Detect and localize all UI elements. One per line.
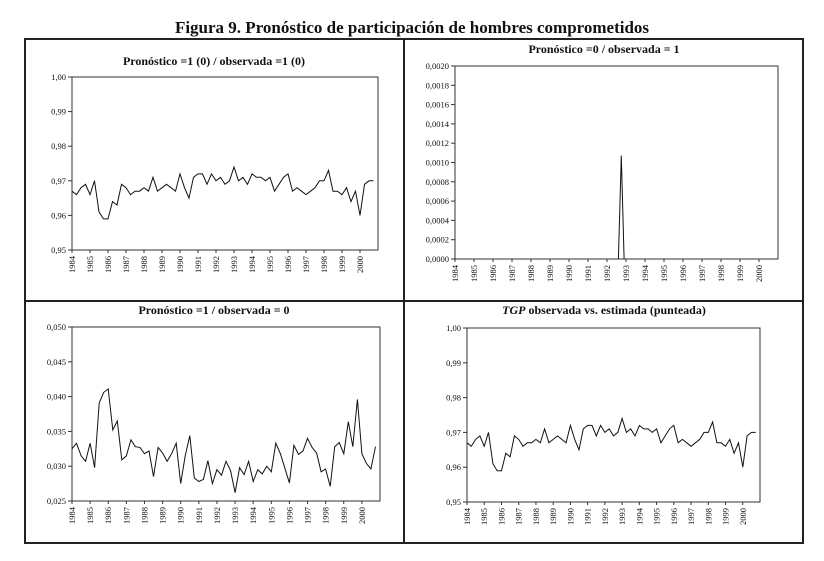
panel-2-ytick-label: 0,0002 — [425, 234, 449, 245]
panel-1-xtick-label: 1994 — [247, 256, 257, 273]
panel-3-xtick-label: 1990 — [175, 507, 186, 524]
panel-4-xtick-label: 1985 — [479, 508, 490, 525]
panel-3-xtick-label: 1991 — [193, 507, 204, 524]
panel-1-title: Pronóstico =1 (0) / observada =1 (0) — [122, 54, 306, 68]
panel-1-xtick-label: 1984 — [67, 256, 77, 273]
panel-4-xtick-label: 1998 — [703, 508, 714, 525]
panel-2-ytick-label: 0,0006 — [425, 196, 449, 207]
panel-4-xtick-label: 1997 — [686, 508, 697, 525]
panel-1-xtick-label: 1986 — [103, 256, 113, 273]
panel-3-ytick-label: 0,040 — [46, 391, 66, 402]
panel-3-ytick-label: 0,030 — [46, 461, 66, 472]
panel-1-xtick-label: 1985 — [85, 256, 95, 273]
panel-2-xtick-label: 1990 — [564, 265, 574, 282]
panel-3-ytick-label: 0,035 — [46, 426, 66, 437]
panel-3-title: Pronóstico =1 / observada = 0 — [138, 303, 290, 317]
panel-2-ytick-label: 0,0016 — [425, 99, 449, 110]
panel-3-xtick-label: 1987 — [121, 507, 132, 524]
panel-3-xtick-label: 1995 — [266, 507, 277, 524]
panel-3-ytick-label: 0,025 — [46, 496, 66, 506]
panel-3-xtick-label: 1986 — [103, 507, 114, 524]
panel-1-ytick-label: 0,99 — [51, 106, 66, 117]
panel-1-xtick-label: 1991 — [193, 256, 203, 273]
panel-2-ytick-label: 0,0010 — [425, 157, 449, 168]
panel-3-xtick-label: 1985 — [85, 507, 96, 524]
panel-4-xtick-label: 1995 — [651, 508, 662, 525]
panel-2-xtick-label: 2000 — [754, 265, 764, 282]
panel-1-xtick-label: 1999 — [337, 256, 347, 273]
panel-2-xtick-label: 1991 — [583, 265, 593, 282]
panel-2-ytick-label: 0,0018 — [425, 80, 449, 91]
panel-4-xtick-label: 1987 — [513, 508, 524, 525]
panel-3-xtick-label: 2000 — [356, 507, 367, 524]
panel-1-xtick-label: 2000 — [355, 256, 365, 273]
panel-3-ytick-label: 0,050 — [46, 322, 66, 332]
panel-1-xtick-label: 1988 — [139, 256, 149, 273]
panel-1-xtick-label: 1989 — [157, 256, 167, 273]
panel-2-xtick-label: 1985 — [469, 265, 479, 282]
panel-2-xtick-label: 1994 — [640, 265, 650, 282]
panel-2-ytick-label: 0,0000 — [425, 254, 449, 264]
panel-1-xtick-label: 1993 — [229, 256, 239, 273]
panel-1-xtick-label: 1997 — [301, 256, 311, 273]
panel-3-xtick-label: 1989 — [157, 507, 168, 524]
panel-1-ytick-label: 0,97 — [51, 175, 66, 186]
panel-2-xtick-label: 1999 — [735, 265, 745, 282]
panel-2-xtick-label: 1988 — [526, 265, 536, 282]
panel-4-xtick-label: 1992 — [599, 508, 610, 525]
panel-1-xtick-label: 1996 — [283, 256, 293, 273]
panel-1-xtick-label: 1987 — [121, 256, 131, 273]
panel-2-xtick-label: 1989 — [545, 265, 555, 282]
panel-4-ytick-label: 0,95 — [446, 497, 461, 507]
panel-3-xtick-label: 1998 — [320, 507, 331, 524]
panel-2-ytick-label: 0,0020 — [425, 61, 449, 71]
panel-2-ytick-label: 0,0014 — [425, 118, 449, 129]
panel-4-ytick-label: 0,96 — [446, 462, 461, 473]
panel-4-xtick-label: 1990 — [565, 508, 576, 525]
panel-4-xtick-label: 1986 — [496, 508, 507, 525]
panel-1-ytick-label: 0,98 — [51, 141, 66, 152]
panel-2-title: Pronóstico =0 / observada = 1 — [528, 42, 680, 56]
panel-2-ytick-label: 0,0012 — [425, 138, 449, 149]
panel-3-xtick-label: 1984 — [67, 507, 77, 524]
panel-4-xtick-label: 2000 — [737, 508, 748, 525]
panel-4-xtick-label: 1988 — [530, 508, 541, 525]
panel-2-xtick-label: 1998 — [716, 265, 726, 282]
panel-4-title-rest: observada vs. estimada (punteada) — [525, 303, 706, 317]
panel-4-xtick-label: 1991 — [582, 508, 593, 525]
panel-4-title-italic: TGP — [502, 303, 526, 317]
panel-4-series-line — [467, 419, 756, 471]
panel-1-xtick-label: 1998 — [319, 256, 329, 273]
panel-4-ytick-label: 0,97 — [446, 427, 461, 438]
panel-4-xtick-label: 1993 — [617, 508, 628, 525]
panel-2-xtick-label: 1984 — [450, 265, 460, 282]
panel-4-ytick-label: 0,98 — [446, 392, 461, 403]
panel-3-xtick-label: 1992 — [211, 507, 222, 524]
panel-4-ytick-label: 1,00 — [446, 323, 461, 333]
panel-3-xtick-label: 1997 — [302, 507, 313, 524]
panel-4-plot-area — [467, 328, 760, 502]
panel-2-xtick-label: 1996 — [678, 265, 688, 282]
figure-title: Figura 9. Pronóstico de participación de hombres comprometidos — [174, 18, 650, 37]
panel-2-xtick-label: 1986 — [488, 265, 498, 282]
panel-2-xtick-label: 1987 — [507, 265, 517, 282]
panel-3-ytick-label: 0,045 — [46, 356, 66, 367]
panel-3-xtick-label: 1988 — [139, 507, 150, 524]
panel-3-xtick-label: 1996 — [284, 507, 295, 524]
panel-2-ytick-label: 0,0004 — [425, 215, 449, 226]
panel-2-xtick-label: 1995 — [659, 265, 669, 282]
panel-2-xtick-label: 1997 — [697, 265, 707, 282]
panel-4-xtick-label: 1999 — [720, 508, 731, 525]
panel-1-xtick-label: 1995 — [265, 256, 275, 273]
panel-2-xtick-label: 1992 — [602, 265, 612, 282]
panel-4-xtick-label: 1989 — [548, 508, 559, 525]
panel-4-ytick-label: 0,99 — [446, 357, 461, 368]
panel-1-ytick-label: 1,00 — [51, 72, 66, 82]
panel-3-xtick-label: 1994 — [248, 507, 259, 524]
panel-3-xtick-label: 1993 — [230, 507, 241, 524]
panel-1-xtick-label: 1990 — [175, 256, 185, 273]
panel-4-xtick-label: 1994 — [634, 508, 645, 525]
panel-2-ytick-label: 0,0008 — [425, 176, 449, 187]
panel-1-ytick-label: 0,96 — [51, 210, 66, 221]
panel-3-xtick-label: 1999 — [338, 507, 349, 524]
panel-1-ytick-label: 0,95 — [51, 245, 66, 255]
panel-4-xtick-label: 1996 — [668, 508, 679, 525]
panel-4-xtick-label: 1984 — [462, 508, 472, 525]
panel-1-xtick-label: 1992 — [211, 256, 221, 273]
panel-2-xtick-label: 1993 — [621, 265, 631, 282]
